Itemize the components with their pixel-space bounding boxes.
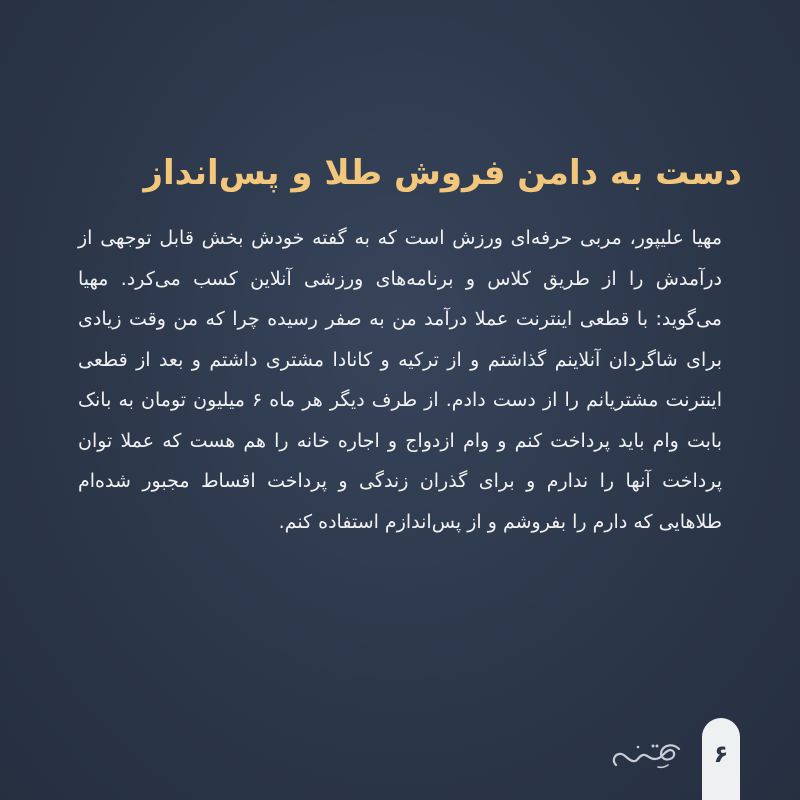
article-body: مهیا علیپور، مربی حرفه‌ای ورزش است که به گفته خودش بخش قابل توجهی از درآمدش را از طریق کلاس و برنامه‌های ورزشی آنلاین کسب می‌کرد. مهیا می‌گوید: با قطعی اینترنت عملا درآمد من به صفر رسیده چرا که من وقت زیادی برای شاگردان آنلاینم گذاشتم و از ترکیه و کانادا مشتری داشتم و بعد از قطعی اینترنت مشتریانم را از دست دادم. از طرف دیگر هر ماه ۶ میلیون تومان به بانک بابت وام باید پرداخت کنم و وام ازدواج و اجاره خانه را هم هست که عملا توان پرداخت آنها را ندارم و برای گذران زندگی و پرداخت اقساط مجبور شده‌ام طلاهایی که دارم را بفروشم و از پس‌اندازم استفاده کنم.	[78, 227, 722, 533]
page-footer	[540, 710, 740, 800]
page-number: ۶	[713, 740, 729, 768]
shargh-logo-icon	[607, 738, 685, 772]
article-title: دست به دامن فروش طلا و پس‌انداز	[143, 153, 742, 193]
page-number-tab	[702, 718, 740, 800]
